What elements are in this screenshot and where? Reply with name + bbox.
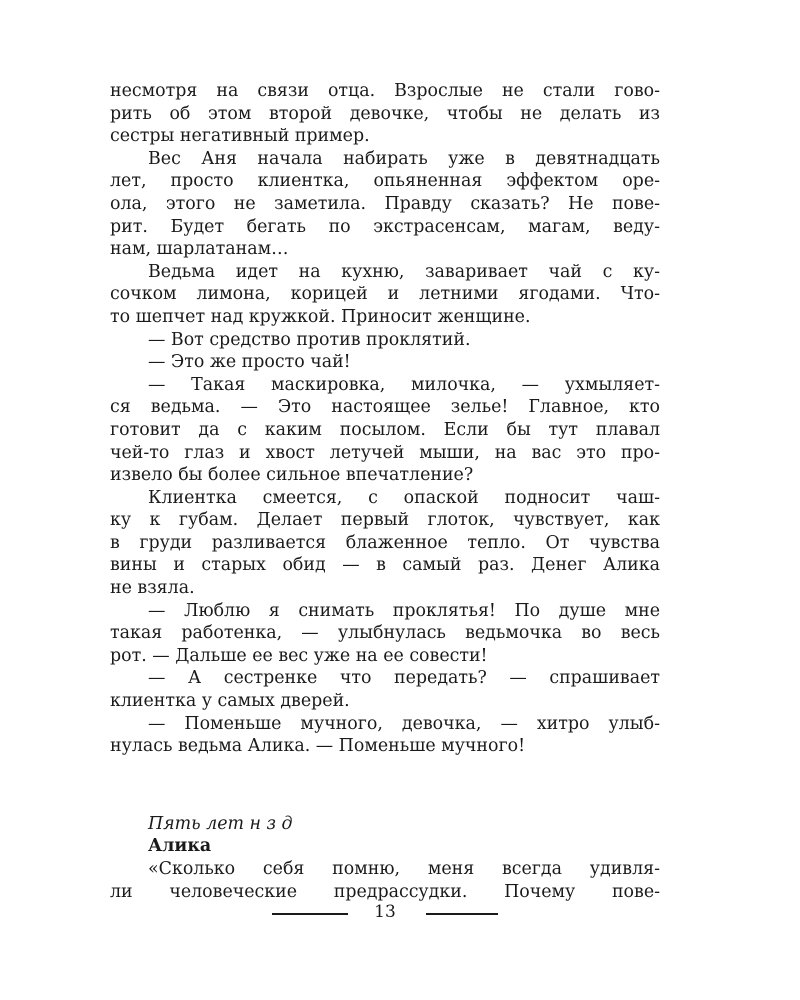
text-line: лет, просто клиентка, опьяненная эффектом оре- bbox=[110, 171, 660, 192]
text-line: — А сестренке что передать? — спрашивает bbox=[148, 668, 660, 689]
text-line: вины и старых обид — в самый раз. Денег Алика bbox=[110, 555, 660, 576]
text-line: Клиентка смеется, с опаской подносит чаш- bbox=[148, 487, 660, 508]
text-line: Ведьма идет на кухню, заваривает чай с ку- bbox=[148, 261, 660, 282]
section-narrator-name: Алика bbox=[148, 836, 212, 857]
page-number: 13 bbox=[374, 902, 396, 922]
text-line: рот. — Дальше ее вес уже на ее совести! bbox=[110, 645, 488, 666]
text-block bbox=[110, 80, 660, 903]
body-text bbox=[110, 80, 660, 758]
footer-rule-right bbox=[426, 913, 498, 915]
text-line: — Такая маскировка, милочка, — ухмыляет- bbox=[148, 374, 660, 395]
text-line: в груди разливается блаженное тепло. От чувства bbox=[110, 532, 660, 553]
text-line: такая работенка, — улыбнулась ведьмочка во весь bbox=[110, 623, 660, 644]
text-line: рит. Будет бегать по экстрасенсам, магам, веду- bbox=[110, 216, 660, 237]
text-line: ола, этого не заметила. Правду сказать? Не пове- bbox=[110, 193, 660, 214]
section-text bbox=[110, 858, 660, 903]
text-line: нам, шарлатанам… bbox=[110, 239, 289, 260]
text-line: нулась ведьма Алика. — Поменьше мучного! bbox=[110, 736, 526, 757]
page-footer bbox=[272, 900, 498, 924]
text-line: ся ведьма. — Это настоящее зелье! Главное, кто bbox=[110, 397, 660, 418]
section-gap bbox=[110, 758, 660, 813]
text-line: сочком лимона, корицей и летними ягодами. Что- bbox=[110, 284, 660, 305]
text-line: сестры негативный пример. bbox=[110, 126, 370, 147]
section-title: Пять лет н з д bbox=[148, 813, 293, 834]
text-line: ли человеческие предрассудки. Почему пове- bbox=[110, 881, 660, 902]
text-line: «Сколько себя помню, меня всегда удивля- bbox=[148, 859, 660, 879]
text-line: — Люблю я снимать проклятья! По душе мне bbox=[148, 600, 660, 621]
text-line: рить об этом второй девочке, чтобы не делать из bbox=[110, 103, 660, 124]
text-line: готовит да с каким посылом. Если бы тут плавал bbox=[110, 419, 660, 440]
text-line: клиентка у самых дверей. bbox=[110, 691, 350, 712]
text-line: не взяла. bbox=[110, 578, 195, 599]
text-line: извело бы более сильное впечатление? bbox=[110, 465, 474, 486]
text-line: чей-то глаз и хвост летучей мыши, на вас это про- bbox=[110, 442, 660, 463]
text-line: то шепчет над кружкой. Приносит женщине. bbox=[110, 306, 531, 327]
text-line: ку к губам. Делает первый глоток, чувствует, как bbox=[110, 510, 660, 531]
text-line: — Поменьше мучного, девочка, — хитро улыб- bbox=[148, 713, 660, 734]
text-line: несмотря на связи отца. Взрослые не стали гово- bbox=[110, 81, 660, 101]
text-line: — Вот средство против проклятий. bbox=[148, 329, 471, 350]
text-line: Вес Аня начала набирать уже в девятнадцать bbox=[148, 148, 660, 169]
text-line: — Это же просто чай! bbox=[148, 352, 351, 373]
